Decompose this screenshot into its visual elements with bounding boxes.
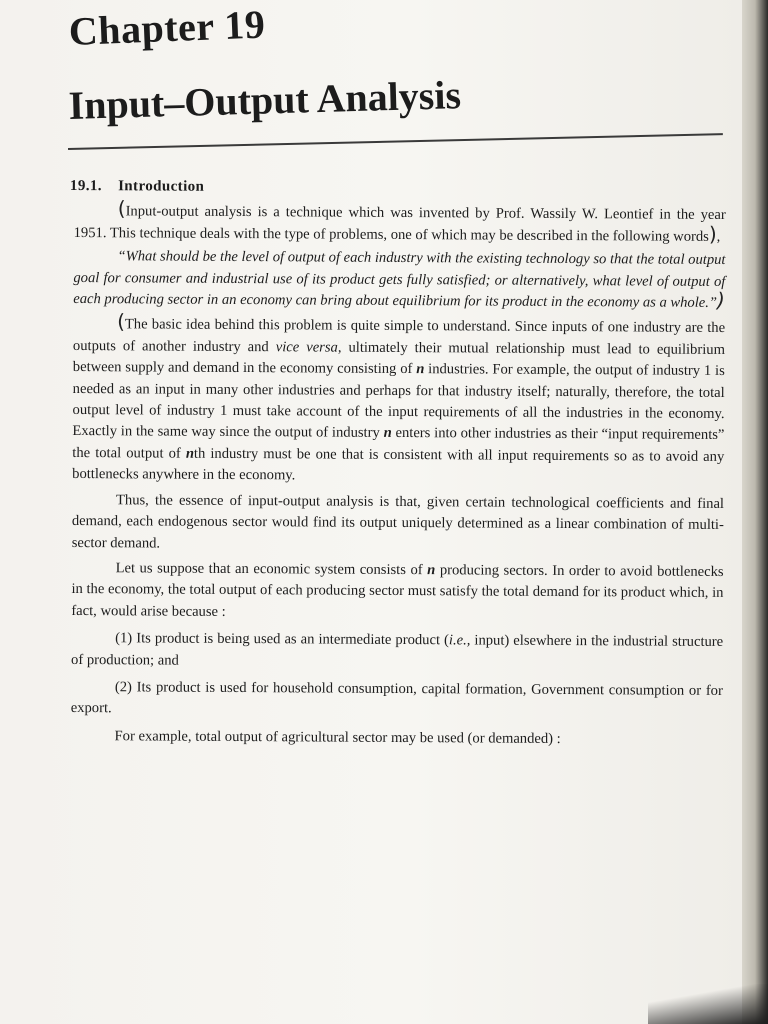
- quotation-text: “What should be the level of output of each industry with the existing technology so that the total output goal for consumer and industrial use of its product gets fully satisfied; or alternatively, what level of output of each producing sector in an economy can bring about equilibrium for its product in the economy as a whole.”: [73, 248, 726, 311]
- text-run: enters into other industries as their “input requirements” the total output of: [72, 425, 725, 462]
- pen-mark-open: (: [117, 196, 126, 221]
- quotation: [73, 246, 725, 314]
- page-corner-shadow: [648, 984, 768, 1024]
- text-run: Let us suppose that an economic system consists of: [115, 560, 428, 579]
- pen-mark-open-2: (: [117, 309, 125, 334]
- text-run: th industry must be one that is consistent with all input requirements so as to avoid any bottlenecks anywhere in the economy.: [72, 445, 725, 484]
- var-n: n: [427, 562, 436, 579]
- pen-mark-close: ): [708, 221, 717, 246]
- ie-abbrev: i.e.,: [448, 632, 471, 649]
- chapter-title: Input–Output Analysis: [68, 72, 462, 128]
- paragraph-essence: Thus, the essence of input-output analysis is that, given certain technological coefficients and final demand, each endogenous sector would find its output uniquely determined as a linear combination of multi-sector demand.: [71, 491, 725, 552]
- text-run: producing sectors. In order to avoid bottlenecks in the economy, the total output of each producing sector must satisfy the total demand for its product which, in fact, would arise because :: [71, 562, 724, 620]
- text-run: , ultimately their mutual relationship must lead to equilibrium between supply and demand in the economy consisting of: [72, 339, 725, 378]
- section-number: 19.1.: [69, 177, 102, 195]
- paragraph-basic-idea: [72, 309, 726, 489]
- paragraph-example: For example, total output of agricultural sector may be used (or demanded) :: [114, 728, 561, 747]
- paragraph-intro: [73, 196, 726, 248]
- var-n: n: [185, 445, 195, 462]
- var-n: n: [383, 425, 392, 442]
- text-run: input) elsewhere in the industrial structure of production; and: [70, 632, 724, 669]
- chapter-heading: Chapter 19: [68, 1, 267, 54]
- pen-mark-close-2: ): [716, 287, 725, 313]
- page-body: [71, 176, 726, 751]
- text-run: industries. For example, the output of industry 1 is needed as an input in many other industries and perhaps for that industry itself; naturally, therefore, the total output level of industry 1 must take account of the input requirements of all the industries in the economy. Exactly in the same way since the output of industry: [72, 361, 725, 442]
- section-heading: [70, 176, 726, 201]
- title-rule: [68, 133, 723, 150]
- section-title: Introduction: [118, 178, 205, 195]
- vice-versa: vice versa: [275, 339, 338, 356]
- paragraph-intro-text: Input-output analysis is a technique which was invented by Prof. Wassily W. Leontief in the year 1951. This technique deals with the type of problems, one of which may be described in the following words: [73, 203, 726, 245]
- text-run: (1) Its product is being used as an intermediate product (: [115, 630, 449, 649]
- var-n: n: [416, 361, 425, 378]
- list-item-2: (2) Its product is used for household consumption, capital formation, Government consumption or for export.: [70, 679, 723, 717]
- stray-comma: ,: [716, 228, 721, 245]
- text-run: The basic idea behind this problem is quite simple to understand. Since inputs of one industry are the outputs of another industry and: [72, 316, 726, 356]
- paragraph-economic-system: [71, 558, 723, 626]
- book-spine-edge: [742, 0, 768, 1024]
- list-item-1: [71, 628, 723, 675]
